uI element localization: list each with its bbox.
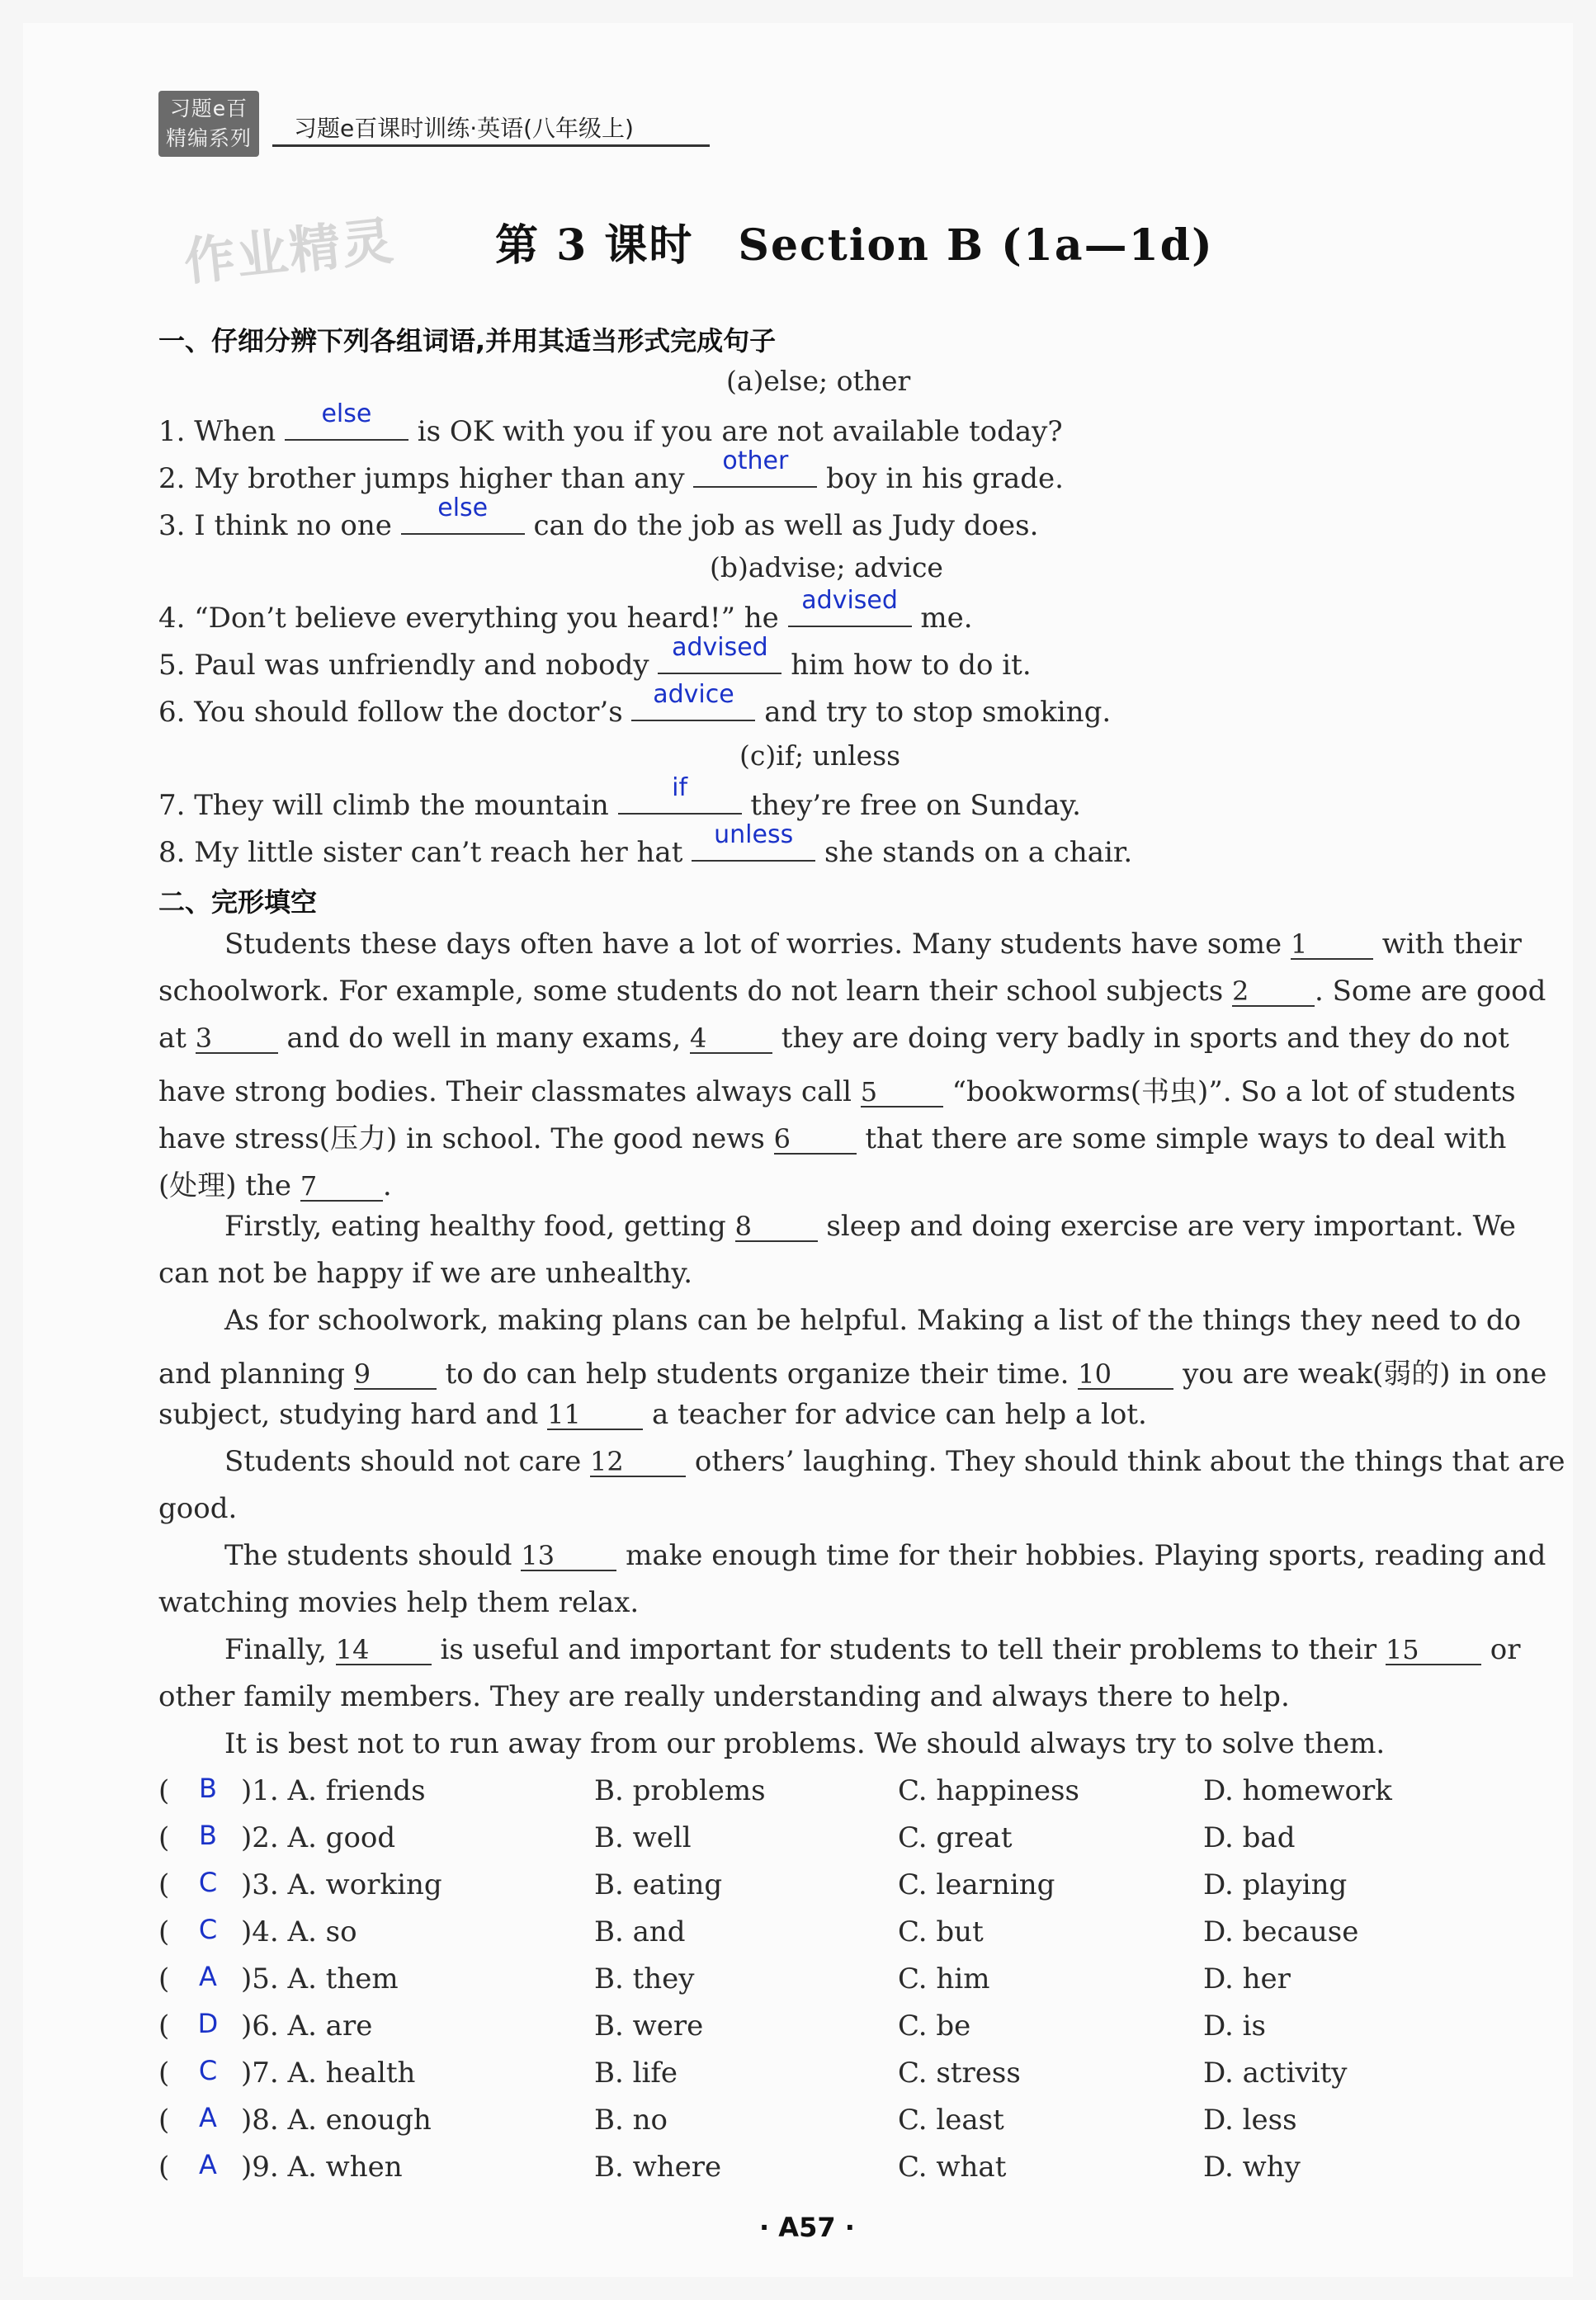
cloze-blank-6[interactable]: 6: [774, 1125, 857, 1155]
option-d[interactable]: D. is: [1203, 2010, 1266, 2043]
cloze-blank-15[interactable]: 15: [1386, 1636, 1481, 1665]
group-c-heading: (c)if; unless: [739, 739, 901, 772]
answer-blank[interactable]: [618, 773, 742, 815]
header-rule: [272, 144, 710, 147]
cloze-blank-4[interactable]: 4: [690, 1024, 772, 1054]
handwritten-choice[interactable]: A: [199, 2102, 217, 2133]
option-d[interactable]: D. less: [1203, 2104, 1297, 2137]
question-3: 3. I think no one else can do the job as well as Judy does.: [158, 494, 1039, 542]
handwritten-choice[interactable]: B: [199, 1773, 217, 1804]
group-a-heading: (a)else; other: [726, 365, 911, 397]
option-b[interactable]: B. eating: [594, 1868, 723, 1901]
passage-line: have stress(压力) in school. The good news 6 that there are some simple ways to deal with: [158, 1122, 1507, 1155]
answer-blank[interactable]: [631, 680, 755, 721]
cloze-blank-13[interactable]: 13: [521, 1542, 616, 1571]
option-a[interactable]: )8. A. enough: [241, 2104, 432, 2137]
option-b[interactable]: B. they: [594, 1962, 695, 1995]
group-b-heading: (b)advise; advice: [710, 551, 943, 583]
question-6: 6. You should follow the doctor’s advice and try to stop smoking.: [158, 680, 1112, 729]
question-1: 1. When else is OK with you if you are not available today?: [158, 399, 1063, 448]
series-logo: [158, 91, 259, 157]
handwritten-answer: else: [437, 494, 489, 522]
cloze-blank-8[interactable]: 8: [735, 1212, 818, 1242]
option-d[interactable]: D. playing: [1203, 1868, 1348, 1901]
handwritten-choice[interactable]: A: [199, 2149, 217, 2180]
page-number: · A57 ·: [759, 2212, 855, 2243]
option-c[interactable]: C. happiness: [898, 1774, 1079, 1807]
option-row-6: ( D )6. A. are B. were C. be D. is: [158, 2008, 1266, 2043]
answer-blank[interactable]: [788, 586, 912, 627]
handwritten-choice[interactable]: C: [198, 2055, 218, 2086]
passage-line: Finally, 14 is useful and important for students to tell their problems to their 15 or: [224, 1633, 1521, 1666]
option-c[interactable]: C. what: [898, 2151, 1007, 2184]
option-b[interactable]: B. and: [594, 1915, 686, 1948]
series-logo-line1: 习题e百: [169, 97, 248, 120]
cloze-blank-1[interactable]: 1: [1291, 930, 1373, 960]
option-b[interactable]: B. where: [594, 2151, 722, 2184]
handwritten-choice[interactable]: B: [199, 1820, 217, 1851]
option-d[interactable]: D. activity: [1203, 2057, 1348, 2090]
option-a[interactable]: )3. A. working: [241, 1868, 442, 1901]
cloze-blank-7[interactable]: 7: [300, 1172, 383, 1202]
option-row-9: ( A )9. A. when B. where C. what D. why: [158, 2149, 1301, 2184]
handwritten-choice[interactable]: D: [197, 2008, 219, 2039]
book-title: 习题e百课时训练·英语(八年级上): [294, 115, 634, 142]
option-b[interactable]: B. no: [594, 2104, 668, 2137]
passage-line: Students these days often have a lot of worries. Many students have some 1 with their: [224, 928, 1522, 961]
part1-heading: 一、仔细分辨下列各组词语,并用其适当形式完成句子: [158, 325, 777, 357]
part2-heading: 二、完形填空: [158, 886, 318, 918]
option-row-7: ( C )7. A. health B. life C. stress D. activity: [158, 2055, 1348, 2090]
handwritten-choice[interactable]: C: [198, 1914, 218, 1945]
option-b[interactable]: B. well: [594, 1821, 692, 1854]
option-a[interactable]: )1. A. friends: [241, 1774, 426, 1807]
answer-blank[interactable]: [401, 494, 525, 535]
handwritten-answer: other: [722, 446, 789, 475]
option-b[interactable]: B. life: [594, 2057, 678, 2090]
question-7: 7. They will climb the mountain if they’re free on Sunday.: [158, 773, 1081, 822]
option-d[interactable]: D. bad: [1203, 1821, 1296, 1854]
passage-line: at 3 and do well in many exams, 4 they are doing very badly in sports and they do not: [158, 1022, 1509, 1055]
passage-line: It is best not to run away from our problems. We should always try to solve them.: [224, 1727, 1386, 1760]
question-4: 4. “Don’t believe everything you heard!” he advised me.: [158, 586, 973, 635]
answer-blank[interactable]: [658, 633, 781, 674]
option-a[interactable]: )2. A. good: [241, 1821, 396, 1854]
lesson-title: 第 3 课时 Section B (1a—1d): [495, 220, 1214, 271]
passage-line: and planning 9 to do can help students organize their time. 10 you are weak(弱的) in one: [158, 1358, 1547, 1391]
option-row-5: ( A )5. A. them B. they C. him D. her: [158, 1961, 1291, 1995]
series-logo-line2: 精编系列: [165, 126, 252, 150]
passage-line: schoolwork. For example, some students do not learn their school subjects 2 . Some are good: [158, 975, 1546, 1008]
option-a[interactable]: )7. A. health: [241, 2057, 416, 2090]
option-b[interactable]: B. problems: [594, 1774, 766, 1807]
cloze-blank-11[interactable]: 11: [547, 1400, 643, 1430]
handwritten-choice[interactable]: C: [198, 1867, 218, 1898]
handwritten-answer: advised: [801, 586, 898, 615]
handwritten-answer: advice: [653, 680, 734, 709]
passage-line: watching movies help them relax.: [158, 1586, 640, 1619]
cloze-blank-3[interactable]: 3: [196, 1024, 278, 1054]
question-8: 8. My little sister can’t reach her hat unless she stands on a chair.: [158, 820, 1133, 869]
option-c[interactable]: C. him: [898, 1962, 990, 1995]
answer-blank[interactable]: [692, 820, 815, 862]
passage-line: subject, studying hard and 11 a teacher for advice can help a lot.: [158, 1398, 1147, 1431]
passage-line: As for schoolwork, making plans can be helpful. Making a list of the things they need to do: [224, 1304, 1522, 1337]
option-c[interactable]: C. least: [898, 2104, 1004, 2137]
question-2: 2. My brother jumps higher than any other boy in his grade.: [158, 446, 1064, 495]
option-row-4: ( C )4. A. so B. and C. but D. because: [158, 1914, 1359, 1948]
option-a[interactable]: )5. A. them: [241, 1962, 399, 1995]
option-d[interactable]: D. why: [1203, 2151, 1301, 2184]
option-row-1: ( B )1. A. friends B. problems C. happiness D. homework: [158, 1773, 1392, 1807]
handwritten-answer: if: [672, 773, 688, 802]
passage-line: other family members. They are really understanding and always there to help.: [158, 1680, 1290, 1713]
cloze-blank-14[interactable]: 14: [336, 1636, 432, 1665]
option-a[interactable]: )9. A. when: [241, 2151, 403, 2184]
option-row-3: ( C )3. A. working B. eating C. learning D. playing: [158, 1867, 1348, 1901]
cloze-blank-10[interactable]: 10: [1078, 1360, 1173, 1390]
option-row-2: ( B )2. A. good B. well C. great D. bad: [158, 1820, 1296, 1854]
cloze-blank-5[interactable]: 5: [861, 1078, 943, 1107]
option-d[interactable]: D. homework: [1203, 1774, 1392, 1807]
passage-line: Students should not care 12 others’ laughing. They should think about the things that are: [224, 1445, 1565, 1478]
option-a[interactable]: )4. A. so: [241, 1915, 357, 1948]
handwritten-answer: advised: [672, 633, 768, 662]
passage-line: The students should 13 make enough time for their hobbies. Playing sports, reading and: [224, 1539, 1546, 1572]
option-b[interactable]: B. were: [594, 2010, 704, 2043]
passage-line: good.: [158, 1492, 238, 1525]
passage-line: can not be happy if we are unhealthy.: [158, 1257, 693, 1290]
cloze-blank-12[interactable]: 12: [590, 1448, 686, 1477]
passage-line: (处理) the 7 .: [158, 1169, 392, 1202]
option-c[interactable]: C. learning: [898, 1868, 1055, 1901]
handwritten-answer: else: [321, 399, 372, 428]
question-5: 5. Paul was unfriendly and nobody advised him how to do it.: [158, 633, 1032, 682]
handwritten-answer: unless: [714, 820, 794, 849]
cloze-blank-2[interactable]: 2: [1232, 977, 1315, 1007]
passage-line: Firstly, eating healthy food, getting 8 sleep and doing exercise are very important. We: [224, 1210, 1516, 1243]
option-c[interactable]: C. but: [898, 1915, 984, 1948]
option-row-8: ( A )8. A. enough B. no C. least D. less: [158, 2102, 1297, 2137]
answer-blank[interactable]: [285, 399, 408, 441]
cloze-blank-9[interactable]: 9: [354, 1360, 437, 1390]
watermark: 作业精灵: [181, 210, 398, 293]
option-c[interactable]: C. stress: [898, 2057, 1021, 2090]
option-c[interactable]: C. great: [898, 1821, 1013, 1854]
answer-blank[interactable]: [693, 446, 817, 488]
option-d[interactable]: D. her: [1203, 1962, 1291, 1995]
option-a[interactable]: )6. A. are: [241, 2010, 373, 2043]
option-d[interactable]: D. because: [1203, 1915, 1359, 1948]
passage-line: have strong bodies. Their classmates always call 5 “bookworms(书虫)”. So a lot of students: [158, 1075, 1516, 1108]
option-c[interactable]: C. be: [898, 2010, 971, 2043]
handwritten-choice[interactable]: A: [199, 1961, 217, 1992]
